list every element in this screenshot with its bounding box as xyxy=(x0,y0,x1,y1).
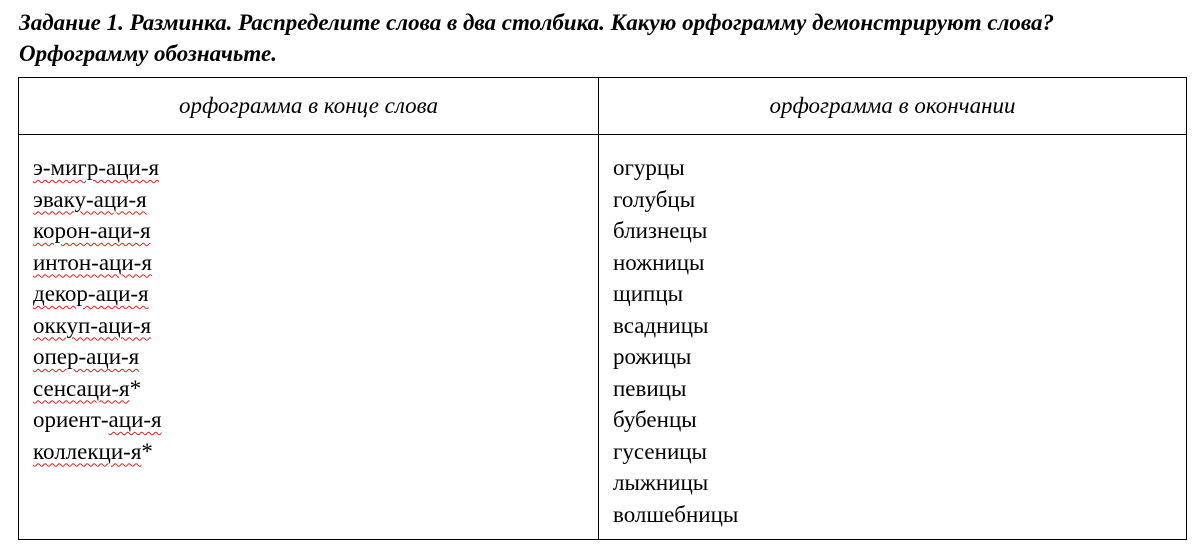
header-in-ending: орфограмма в окончании xyxy=(599,78,1187,135)
word-segment-misspelled: декор-аци-я xyxy=(33,281,149,306)
word-segment: ориент- xyxy=(33,407,109,432)
word-segment-misspelled: коллекци-я xyxy=(33,438,142,464)
word-item: гусеницы xyxy=(613,438,708,464)
word-segment-misspelled: корон-аци-я xyxy=(33,218,151,243)
word-segment-misspelled: аци-я xyxy=(108,407,162,432)
word-item xyxy=(33,278,598,310)
header-end-of-word: орфограмма в конце слова xyxy=(19,78,599,135)
word-item: рожицы xyxy=(613,344,692,369)
word-segment-misspelled: сенсаци-я xyxy=(33,375,130,401)
word-item xyxy=(33,341,598,373)
word-item: голубцы xyxy=(613,186,696,212)
word-segment-misspelled: эваку-аци-я xyxy=(33,186,147,212)
word-segment-misspelled: оккуп-аци-я xyxy=(33,312,152,338)
word-item xyxy=(33,373,598,405)
task-heading: Задание 1. Разминка. Распределите слова в два столбика. Какую орфограмму демонстрируют слова? Орфограмму обозначьте. xyxy=(19,10,1055,66)
table-header-row xyxy=(19,78,1187,135)
word-item: близнецы xyxy=(613,218,708,243)
word-segment-misspelled: опер-аци-я xyxy=(33,344,140,369)
word-item xyxy=(33,152,598,184)
word-segment-misspelled: интон-аци-я xyxy=(33,249,152,275)
word-item xyxy=(33,436,598,468)
word-item xyxy=(33,310,598,342)
word-item: бубенцы xyxy=(613,407,697,432)
word-item: огурцы xyxy=(613,155,685,180)
word-segment: * xyxy=(129,375,142,401)
table-body-row xyxy=(19,135,1187,540)
spelling-table xyxy=(18,77,1187,540)
word-segment-misspelled: э-мигр-аци-я xyxy=(33,155,160,180)
left-word-list xyxy=(19,135,598,467)
word-item: всадницы xyxy=(613,312,709,338)
word-item xyxy=(33,215,598,247)
left-column-cell xyxy=(19,135,599,540)
word-item xyxy=(33,247,598,279)
word-segment: * xyxy=(141,438,153,464)
word-item: щипцы xyxy=(613,281,684,306)
right-word-list xyxy=(599,135,1186,530)
right-column-cell xyxy=(599,135,1187,540)
word-item: певицы xyxy=(613,375,687,401)
word-item: лыжницы xyxy=(613,470,709,495)
word-item: ножницы xyxy=(613,249,705,275)
word-item xyxy=(33,184,598,216)
word-item: волшебницы xyxy=(613,501,739,527)
word-item xyxy=(33,404,598,436)
